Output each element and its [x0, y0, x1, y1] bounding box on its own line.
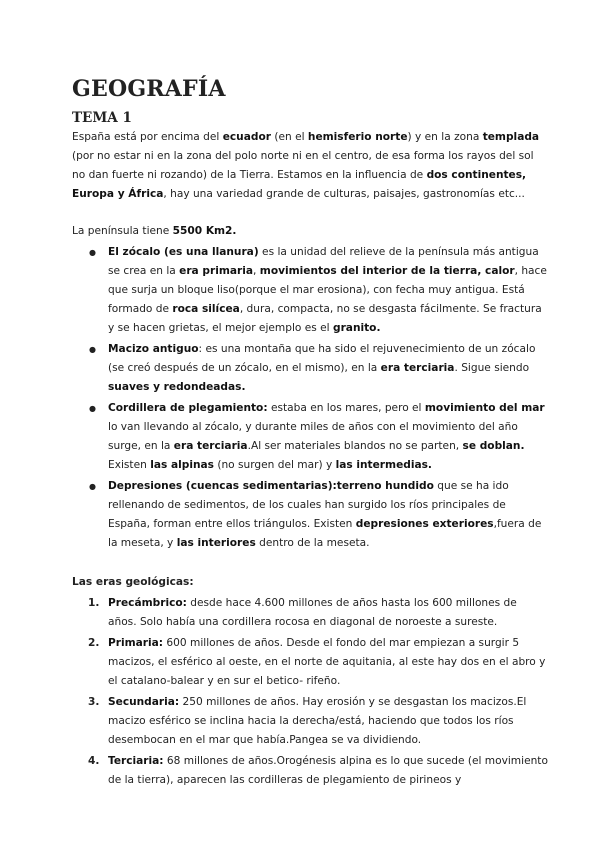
text: que se ha ido rellenando de sedimentos, de los cuales han surgido los ríos principales de España, forman entre ellos triángulos. Existen	[108, 480, 509, 530]
list-item-cordillera	[108, 399, 548, 475]
peninsula-area-line	[72, 222, 548, 241]
era-text: 250 millones de años. Hay erosión y se desgastan los macizos.El macizo esférico se inclina hacia la derecha/está, haciendo que todos los ríos desembocan en el mar que había.Pangea se va dividiendo.	[108, 696, 527, 746]
intro-text: España está por encima del	[72, 131, 223, 143]
era-text: desde hace 4.600 millones de años hasta los 600 millones de años. Solo había una cordillera rocosa en diagonal de noroeste a sureste.	[108, 597, 517, 628]
eras-heading: Las eras geológicas:	[72, 576, 194, 588]
intro-text: , hay una variedad grande de culturas, paisajes, gastronomías etc...	[163, 188, 525, 200]
list-number: 3.	[88, 696, 100, 708]
area-text: La península tiene	[72, 225, 173, 237]
term: Depresiones (cuencas sedimentarias):terreno hundido	[108, 480, 434, 492]
term: las alpinas	[150, 459, 214, 471]
term: las intermedias.	[335, 459, 432, 471]
relief-units-list	[72, 243, 548, 553]
text: ,fuera de la meseta, y	[108, 518, 542, 549]
term: depresiones exteriores	[355, 518, 494, 530]
era-name: Secundaria:	[108, 696, 180, 708]
list-item-macizo	[108, 340, 548, 397]
term: era terciaria	[380, 362, 455, 374]
area-value: 5500 Km2.	[172, 225, 237, 237]
intro-bold: dos continentes, Europa y África	[72, 169, 527, 200]
term: movimientos del interior de la tierra, calor	[259, 265, 515, 277]
geological-eras-list	[72, 594, 548, 790]
list-item-zocalo	[108, 243, 548, 338]
text: : es una montaña que ha sido el rejuvenecimiento de un zócalo (se creó después de un zócalo, en el mismo), en la	[108, 343, 536, 374]
intro-bold: hemisferio norte	[307, 131, 408, 143]
era-item-secundaria	[88, 693, 548, 750]
term: las interiores	[176, 537, 256, 549]
list-number: 2.	[88, 637, 100, 649]
text: . Sigue siendo	[454, 362, 530, 374]
text: es la unidad del relieve de la península más antigua se crea en la	[108, 246, 539, 277]
term: suaves y redondeadas.	[108, 381, 246, 393]
era-item-primaria	[88, 634, 548, 691]
term: El zócalo (es una llanura)	[108, 246, 259, 258]
term: Macizo antiguo	[108, 343, 199, 355]
intro-text: (en el	[270, 131, 308, 143]
term: granito.	[332, 322, 381, 334]
term: se doblan.	[462, 440, 525, 452]
text: Existen	[108, 459, 151, 471]
text: (no surgen del mar) y	[213, 459, 336, 471]
era-name: Primaria:	[108, 637, 164, 649]
text: dentro de la meseta.	[255, 537, 370, 549]
term: roca silícea	[172, 303, 240, 315]
term: movimiento del mar	[424, 402, 545, 414]
era-item-precambrico	[88, 594, 548, 632]
text: , hace que surja un bloque liso(porque el mar erosiona), con fecha muy antigua. Está formado de	[108, 265, 547, 315]
era-item-terciaria	[88, 752, 548, 790]
section-subtitle: TEMA 1	[72, 110, 132, 126]
intro-bold: templada	[482, 131, 540, 143]
intro-text: ) y en la zona	[407, 131, 483, 143]
intro-paragraph	[72, 128, 548, 204]
era-name: Terciaria:	[108, 755, 164, 767]
text: .Al ser materiales blandos no se parten,	[247, 440, 463, 452]
text: lo van llevando al zócalo, y durante miles de años con el movimiento del año surge, en la	[108, 421, 518, 452]
era-text: 600 millones de años. Desde el fondo del mar empiezan a surgir 5 macizos, el esférico al oeste, en el norte de aquitania, al este hay dos en el abro y el catalano-balear y en sur el betico- rifeño.	[108, 637, 546, 687]
term: Cordillera de plegamiento:	[108, 402, 268, 414]
list-number: 1.	[88, 597, 100, 609]
page-title: GEOGRAFÍA	[72, 76, 226, 102]
intro-bold: ecuador	[222, 131, 271, 143]
era-text: 68 millones de años.Orogénesis alpina es lo que sucede (el movimiento de la tierra), aparecen las cordilleras de plegamiento de pirineos y	[108, 755, 548, 786]
term: era primaria	[179, 265, 254, 277]
term: era terciaria	[173, 440, 248, 452]
text: ,	[253, 265, 260, 277]
text: estaba en los mares, pero el	[267, 402, 425, 414]
list-item-depresiones	[108, 477, 548, 553]
intro-text: (por no estar ni en la zona del polo norte ni en el centro, de esa forma los rayos del sol no dan fuerte ni rozando) de la Tierra. Estamos en la influencia de	[72, 150, 534, 181]
text: , dura, compacta, no se desgasta fácilmente. Se fractura y se hacen grietas, el mejor ejemplo es el	[108, 303, 542, 334]
era-name: Precámbrico:	[108, 597, 187, 609]
list-number: 4.	[88, 755, 100, 767]
